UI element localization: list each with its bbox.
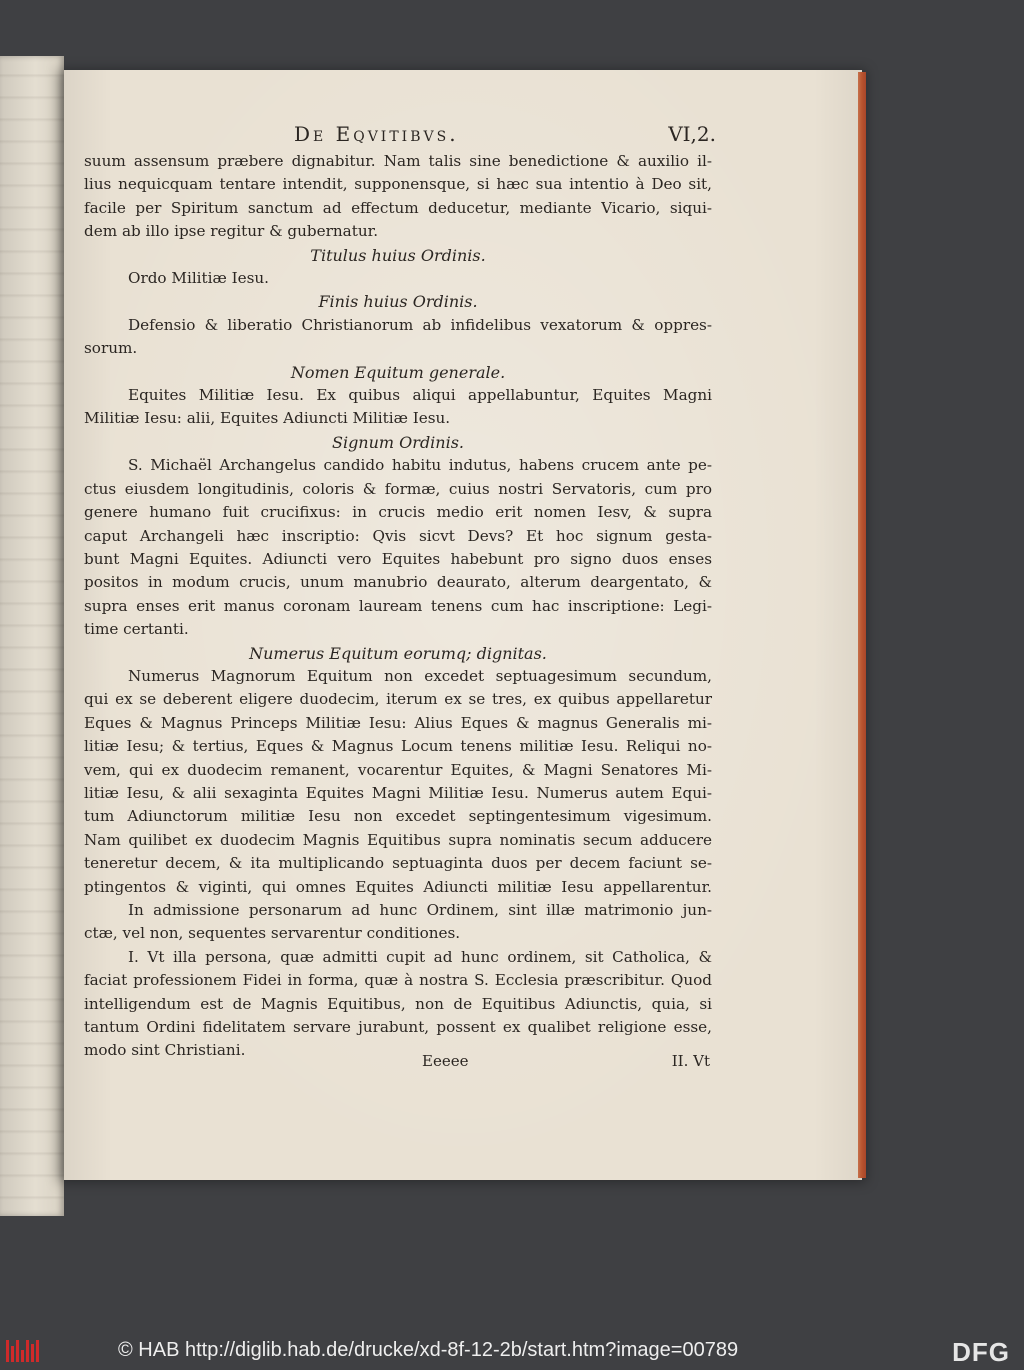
text-line: ctæ, vel non, sequentes servarentur conditiones. bbox=[84, 924, 461, 943]
hab-logo-icon bbox=[6, 1340, 42, 1362]
page-texture bbox=[0, 56, 64, 1216]
section-heading: Numerus Equitum eorumq; dignitas. bbox=[249, 643, 547, 663]
text-line: tum Adiunctorum militiæ Iesu non excedet septingentesimum vigesimum. bbox=[84, 807, 712, 826]
text-line: suum assensum præbere dignabitur. Nam talis sine benedictione & auxilio il- bbox=[84, 152, 712, 170]
signature-mark: Eeeee bbox=[422, 1052, 469, 1070]
section-heading: Signum Ordinis. bbox=[331, 432, 465, 452]
text-line: intelligendum est de Magnis Equitibus, non de Equitibus Adiunctis, quia, si bbox=[84, 994, 712, 1013]
text-line: litiæ Iesu, & alii sexaginta Equites Magni Militiæ Iesu. Numerus autem Equi- bbox=[84, 783, 712, 802]
section-heading: Nomen Equitum generale. bbox=[290, 362, 506, 382]
page-text bbox=[84, 122, 716, 1063]
dfg-logo: DFG bbox=[952, 1337, 1010, 1367]
text-line: genere humano fuit crucifixus: in crucis medio erit nomen Iesv, & supra bbox=[84, 503, 712, 522]
text-line: Equites Militiæ Iesu. Ex quibus aliqui appellabuntur, Equites Magni bbox=[128, 386, 712, 405]
text-line: tantum Ordini fidelitatem servare jurabunt, possent ex qualibet religione esse, bbox=[84, 1018, 712, 1037]
text-line: litiæ Iesu; & tertius, Eques & Magnus Locum tenens militiæ Iesu. Reliqui no- bbox=[84, 737, 712, 756]
text-line: S. Michaël Archangelus candido habitu indutus, habens crucem ante pe- bbox=[128, 456, 712, 475]
text-line: lius nequicquam tentare intendit, supponensque, si hæc sua intentio à Deo sit, bbox=[84, 175, 712, 194]
text-line: Numerus Magnorum Equitum non excedet septuagesimum secundum, bbox=[128, 666, 712, 685]
text-line: Militiæ Iesu: alii, Equites Adiuncti Militiæ Iesu. bbox=[84, 409, 451, 428]
text-body bbox=[84, 150, 712, 1063]
credit-link[interactable]: © HAB http://diglib.hab.de/drucke/xd-8f-12-2b/start.htm?image=00789 bbox=[118, 1339, 739, 1361]
text-line: Nam quilibet ex duodecim Magnis Equitibus supra nominatis secum adducere bbox=[84, 830, 712, 849]
text-line: ptingentos & viginti, qui omnes Equites Adiuncti militiæ Iesu appellarentur. bbox=[84, 877, 712, 896]
running-title: De Eqvitibvs. bbox=[294, 122, 459, 146]
running-header bbox=[84, 122, 716, 150]
text-line: Defensio & liberatio Christianorum ab infidelibus vexatorum & oppres- bbox=[128, 315, 712, 334]
text-line: ctus eiusdem longitudinis, coloris & formæ, cuius nostri Servatoris, cum pro bbox=[84, 479, 712, 498]
text-line: supra enses erit manus coronam lauream tenens cum hac inscriptione: Legi- bbox=[84, 596, 712, 615]
page-footer bbox=[84, 1052, 712, 1082]
folio-number: VI,2. bbox=[668, 122, 716, 146]
red-page-edge bbox=[858, 72, 866, 1178]
previous-page-edge bbox=[0, 56, 64, 1216]
section-heading: Finis huius Ordinis. bbox=[318, 292, 478, 312]
text-line: qui ex se deberent eligere duodecim, iterum ex se tres, ex quibus appellaretur bbox=[84, 690, 712, 709]
text-line: bunt Magni Equites. Adiuncti vero Equites habebunt pro signo duos enses bbox=[84, 549, 712, 568]
credit-bar bbox=[0, 1334, 1024, 1370]
section-heading: Titulus huius Ordinis. bbox=[310, 245, 486, 265]
text-line: faciat professionem Fidei in forma, quæ à nostra S. Ecclesia præscribitur. Quod bbox=[84, 971, 712, 990]
text-line: In admissione personarum ad hunc Ordinem, sint illæ matrimonio jun- bbox=[128, 901, 712, 919]
text-line: I. Vt illa persona, quæ admitti cupit ad hunc ordinem, sit Catholica, & bbox=[128, 947, 712, 966]
text-line: teneretur decem, & ita multiplicando septuaginta duos per decem faciunt se- bbox=[84, 854, 712, 873]
catchword: II. Vt bbox=[671, 1052, 710, 1070]
text-line: positos in modum crucis, unum manubrio deaurato, alterum deargentato, & bbox=[84, 573, 712, 592]
text-line: Eques & Magnus Princeps Militiæ Iesu: Alius Eques & magnus Generalis mi- bbox=[84, 713, 712, 732]
text-line: modo sint Christiani. bbox=[84, 1041, 246, 1060]
text-line: time certanti. bbox=[84, 620, 189, 639]
text-line: Ordo Militiæ Iesu. bbox=[128, 269, 269, 288]
text-line: facile per Spiritum sanctum ad effectum deducetur, mediante Vicario, siqui- bbox=[84, 198, 712, 217]
text-line: vem, qui ex duodecim remanent, vocarentur Equites, & Magni Senatores Mi- bbox=[84, 760, 712, 779]
text-line: dem ab illo ipse regitur & gubernatur. bbox=[84, 222, 379, 241]
text-line: sorum. bbox=[84, 339, 138, 358]
text-line: caput Archangeli hæc inscriptio: Qvis sicvt Devs? Et hoc signum gesta- bbox=[84, 526, 712, 545]
